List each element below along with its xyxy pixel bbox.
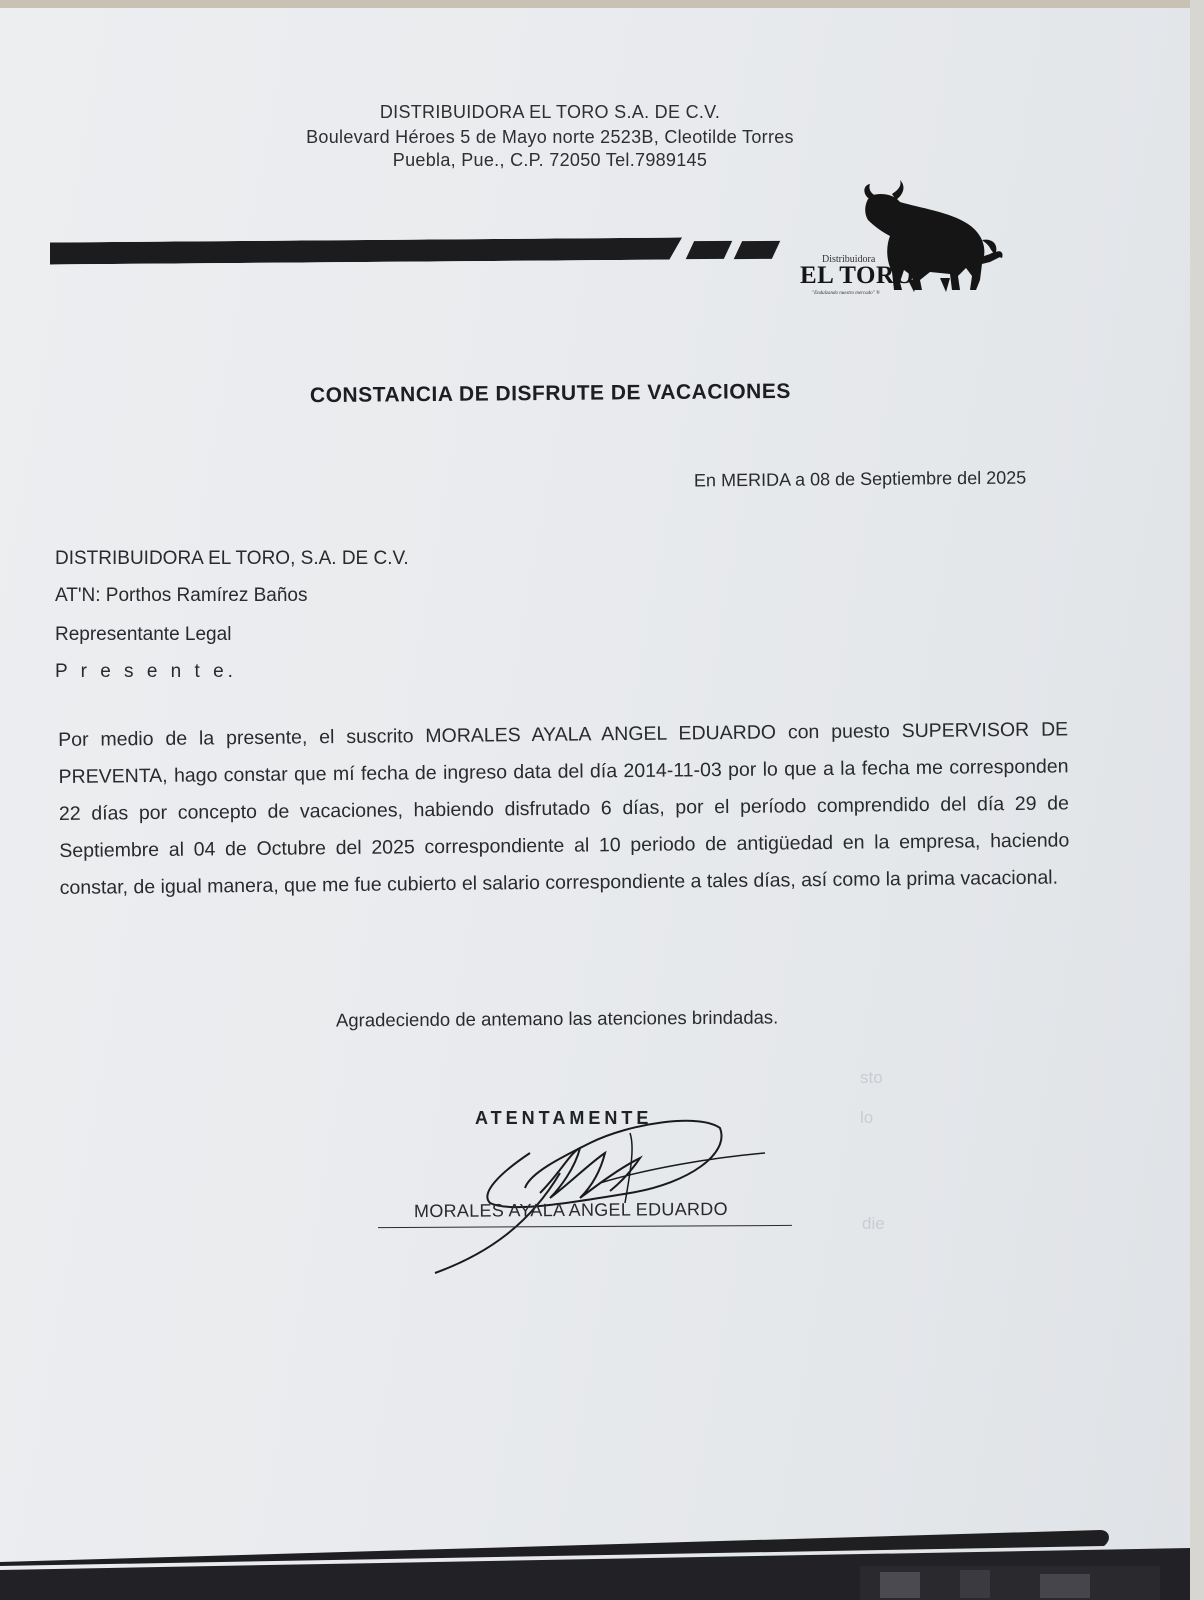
bleed-through-mark: sto: [860, 1068, 883, 1087]
bleed-through-mark: die: [862, 1214, 885, 1233]
recipient-presente: P r e s e n t e.: [55, 661, 237, 682]
recipient-attn: AT'N: Porthos Ramírez Baños: [55, 585, 308, 606]
header-band: [50, 238, 682, 265]
header-band-segment: [734, 241, 781, 259]
body-paragraph: Por medio de la presente, el suscrito MORALES AYALA ANGEL EDUARDO con puesto SUPERVISOR DE PREVENTA, hago constar que mí fecha de ingreso data del día 2014-11-03 por lo que a la fecha me corresponden 22 días por concepto de vacaciones, habiendo disfrutado 6 días, por el período comprendido del día 29 de Septiembre al 04 de Octubre del 2025 correspondiente al 10 periodo de antigüedad en la empresa, haciendo constar, de igual manera, que me fue cubierto el salario correspondiente a tales días, así como la prima vacacional.: [58, 718, 1070, 899]
bleed-through-mark: lo: [860, 1108, 874, 1127]
date-line: En MERIDA a 08 de Septiembre del 2025: [693, 467, 1027, 491]
closing-line: Agradeciendo de antemano las atenciones brindadas.: [335, 1006, 779, 1031]
document-page: [0, 8, 1190, 1600]
logo-brand-name: EL TORO: [800, 262, 915, 289]
header-band-segment: [686, 241, 733, 259]
letterhead-address: Boulevard Héroes 5 de Mayo norte 2523B, Cleotilde Torres: [306, 127, 794, 147]
recipient-role: Representante Legal: [55, 624, 232, 645]
letterhead-city: Puebla, Pue., C.P. 72050 Tel.7989145: [392, 150, 708, 170]
signer-name: MORALES AYALA ANGEL EDUARDO: [413, 1198, 728, 1222]
handwritten-signature: [430, 1113, 810, 1283]
letterhead-company: DISTRIBUIDORA EL TORO S.A. DE C.V.: [379, 102, 721, 122]
logo-tagline: "Endulzando nuestro mercado" ®: [812, 291, 880, 296]
document-title: CONSTANCIA DE DISFRUTE DE VACACIONES: [309, 379, 791, 408]
logo-small-text: Distribuidora: [822, 254, 876, 265]
page-edge: [1190, 0, 1204, 1600]
recipient-company: DISTRIBUIDORA EL TORO, S.A. DE C.V.: [55, 548, 409, 569]
footer-band: [0, 1526, 1190, 1600]
sign-off: ATENTAMENTE: [475, 1108, 653, 1128]
